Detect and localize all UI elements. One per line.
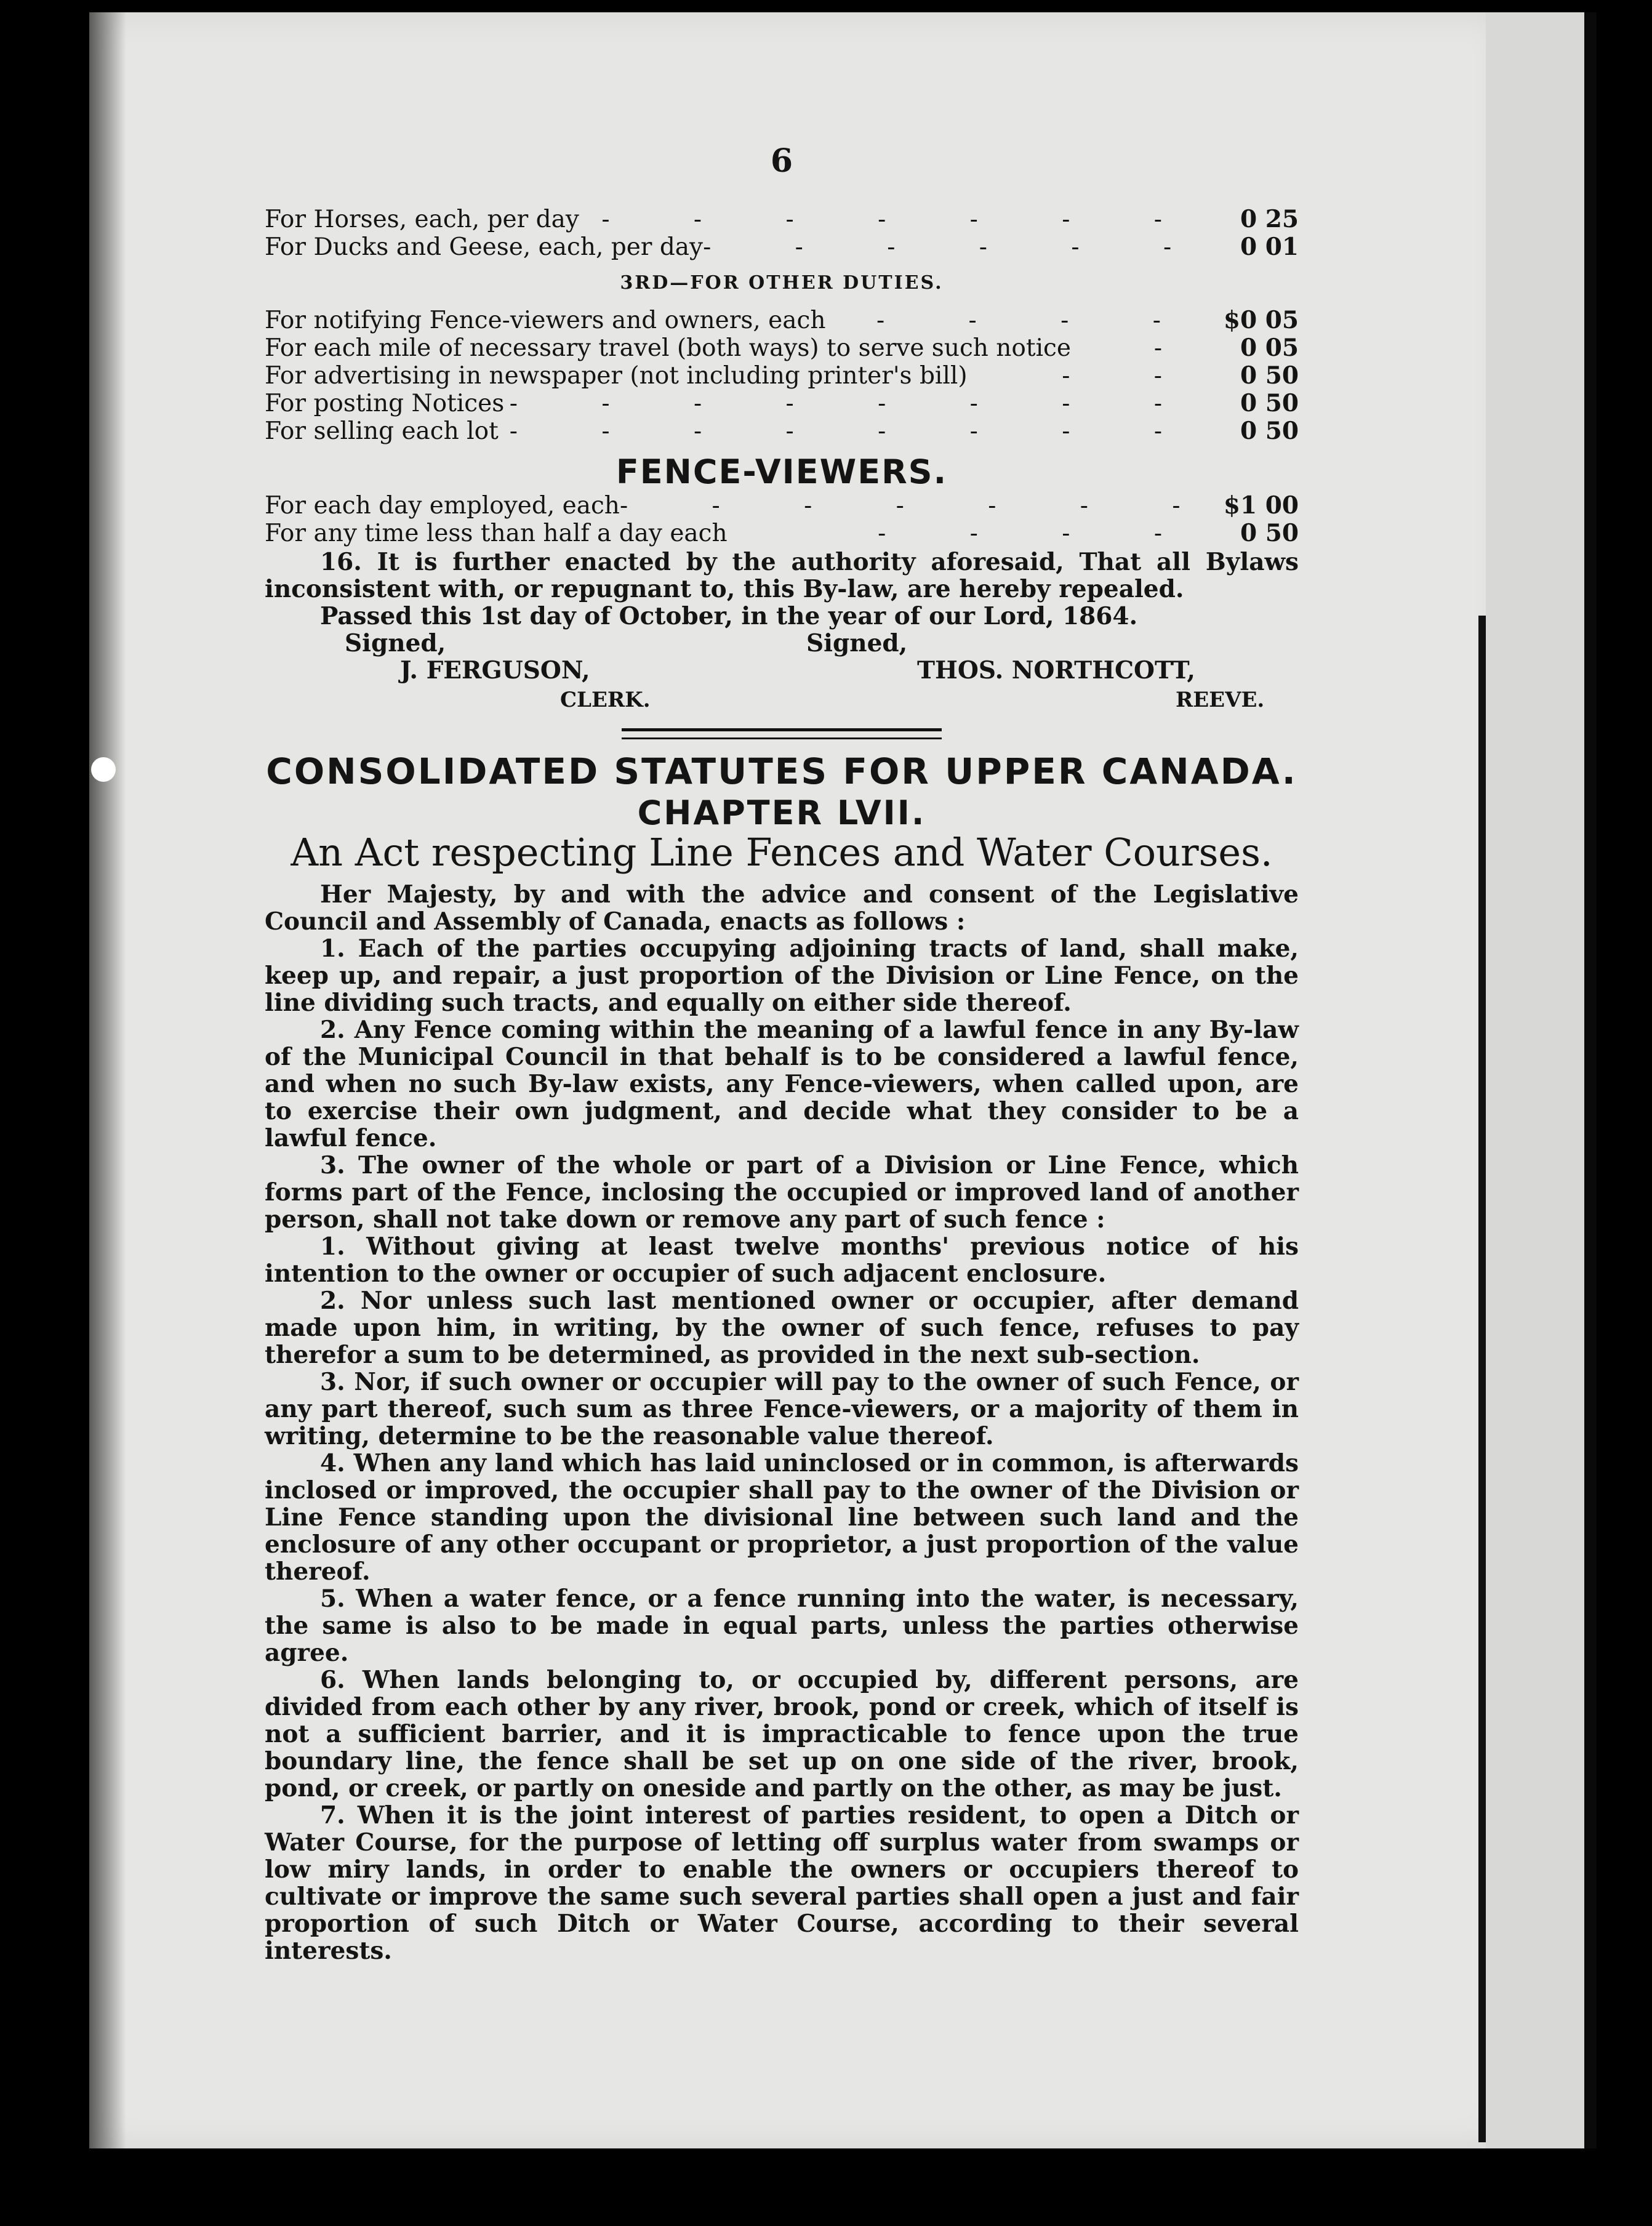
fee-row [265, 206, 1299, 233]
clerk-name: J. FERGUSON, [400, 656, 590, 685]
fee-row [265, 390, 1299, 417]
subsection-paragraph: 1. Without giving at least twelve months' previous notice of his intention to the owner or occupier of such adjacent enclosure. [265, 1232, 1299, 1288]
document-body [265, 142, 1299, 1965]
section-paragraph: 4. When any land which has laid uninclosed or in common, is afterwards inclosed or improved, the occupier shall pay to the owner of the Division or Line Fence standing upon the divisional line between such land and the enclosure of any other occupant or proprietor, a just proportion of the value thereof. [265, 1449, 1299, 1586]
leader-dots: - - - - - - - - [509, 418, 1200, 445]
fee-amount: 0 05 [1240, 334, 1299, 362]
section-paragraph: 7. When it is the joint interest of parties resident, to open a Ditch or Water Course, for the purpose of letting off surplus water from swamps or low miry lands, in order to enable the owners or occupiers thereof to cultivate or improve the same such several parties shall open a just and fair proportion of such Ditch or Water Course, according to their several interests. [265, 1801, 1299, 1965]
reeve-title: REEVE. [1176, 688, 1265, 712]
reeve-name: THOS. NORTHCOTT, [917, 656, 1195, 685]
fee-description: For notifying Fence-viewers and owners, each [265, 307, 826, 334]
section-paragraph: 5. When a water fence, or a fence running into the water, is necessary, the same is also to be made in equal parts, unless the parties otherwise agree. [265, 1585, 1299, 1667]
leader-dots: - - - - [878, 520, 1200, 547]
fee-row [265, 233, 1299, 261]
fee-amount: 0 50 [1240, 417, 1299, 445]
fee-row [265, 307, 1299, 334]
act-title: An Act respecting Line Fences and Water Courses. [291, 830, 1273, 875]
adjacent-page-edge [1486, 12, 1597, 2148]
statutes-title: CONSOLIDATED STATUTES FOR UPPER CANADA. [266, 750, 1297, 792]
fence-viewers-heading: FENCE-VIEWERS. [615, 452, 948, 491]
fee-description: For posting Notices [265, 390, 505, 417]
clerk-title: CLERK. [560, 688, 651, 712]
page-number: 6 [770, 142, 793, 180]
fee-amount: 0 25 [1240, 205, 1299, 233]
other-duties-heading: 3RD—FOR OTHER DUTIES. [620, 272, 944, 294]
leader-dots: - - - - - - - [619, 492, 1219, 520]
fee-amount: 0 50 [1240, 389, 1299, 417]
section-paragraph: 6. When lands belonging to, or occupied by, different persons, are divided from each other by any river, brook, pond or creek, which of itself is not a sufficient barrier, and it is impracticable to fence upon the true boundary line, the fence shall be set up on one side of the river, brook, pond, or creek, or partly on oneside and partly on the other, as may be just. [265, 1666, 1299, 1802]
fee-row [265, 492, 1299, 520]
leader-dots: - [1153, 335, 1200, 362]
fee-description: For any time less than half a day each [265, 520, 728, 547]
fee-amount: 0 50 [1240, 361, 1299, 390]
fee-description: For selling each lot [265, 417, 499, 445]
passed-date: Passed this 1st day of October, in the year of our Lord, 1864. [320, 602, 1138, 630]
signed-right: Signed, [806, 629, 908, 657]
fee-list-other [265, 307, 1299, 445]
fee-description: For Ducks and Geese, each, per day [265, 233, 704, 261]
fee-list-fence [265, 492, 1299, 547]
fee-description: For Horses, each, per day [265, 206, 579, 233]
section-paragraph: 2. Any Fence coming within the meaning of a lawful fence in any By-law of the Municipal Council in that behalf is to be considered a lawful fence, and when no such By-law exists, any Fence-viewers, when called upon, are to exercise their own judgment, and decide what they consider to be a lawful fence. [265, 1016, 1299, 1152]
fee-amount: 0 01 [1240, 233, 1299, 261]
act-body [265, 881, 1299, 1964]
leader-dots: - - - - - - - [601, 206, 1200, 233]
fee-list-top [265, 206, 1299, 261]
fee-description: For advertising in newspaper (not including printer's bill) [265, 362, 968, 390]
fee-amount: 0 50 [1240, 519, 1299, 547]
fee-description: For each day employed, each [265, 492, 620, 520]
page-fold-shadow [1478, 616, 1486, 2142]
enacting-clause: Her Majesty, by and with the advice and consent of the Legislative Council and Assembly of Canada, enacts as follows : [265, 880, 1299, 936]
leader-dots: - - - - - - - - [509, 390, 1200, 417]
leader-dots: - - [1062, 363, 1200, 390]
signature-block [265, 630, 1299, 722]
fee-row [265, 362, 1299, 390]
fee-amount: $0 05 [1223, 306, 1299, 334]
signed-left: Signed, [345, 629, 446, 657]
leader-dots: - - - - - - [703, 234, 1210, 261]
subsection-paragraph: 3. Nor, if such owner or occupier will pay to the owner of such Fence, or any part thereof, such sum as three Fence-viewers, or a majority of them in writing, determine to be the reasonable value thereof. [265, 1368, 1299, 1450]
fee-row [265, 334, 1299, 362]
subsection-paragraph: 2. Nor unless such last mentioned owner or occupier, after demand made upon him, in writing, by the owner of such fence, refuses to pay therefor a sum to be determined, as provided in the next sub-section. [265, 1287, 1299, 1369]
double-rule-divider [622, 728, 942, 739]
clause-16: 16. It is further enacted by the authority aforesaid, That all Bylaws inconsistent with, or repugnant to, this By-law, are hereby repealed. [265, 548, 1299, 603]
fee-amount: $1 00 [1223, 491, 1299, 520]
fee-row [265, 417, 1299, 445]
fee-row [265, 520, 1299, 547]
paper-blemish [91, 757, 116, 782]
section-paragraph: 3. The owner of the whole or part of a Division or Line Fence, which forms part of the Fence, inclosing the occupied or improved land of another person, shall not take down or remove any part of such fence : [265, 1151, 1299, 1234]
leader-dots: - - - - [876, 307, 1199, 334]
chapter-heading: CHAPTER LVII. [637, 794, 926, 832]
section-paragraph: 1. Each of the parties occupying adjoining tracts of land, shall make, keep up, and repair, a just proportion of the Division or Line Fence, on the line dividing such tracts, and equally on either side thereof. [265, 934, 1299, 1017]
fee-description: For each mile of necessary travel (both ways) to serve such notice [265, 334, 1071, 362]
